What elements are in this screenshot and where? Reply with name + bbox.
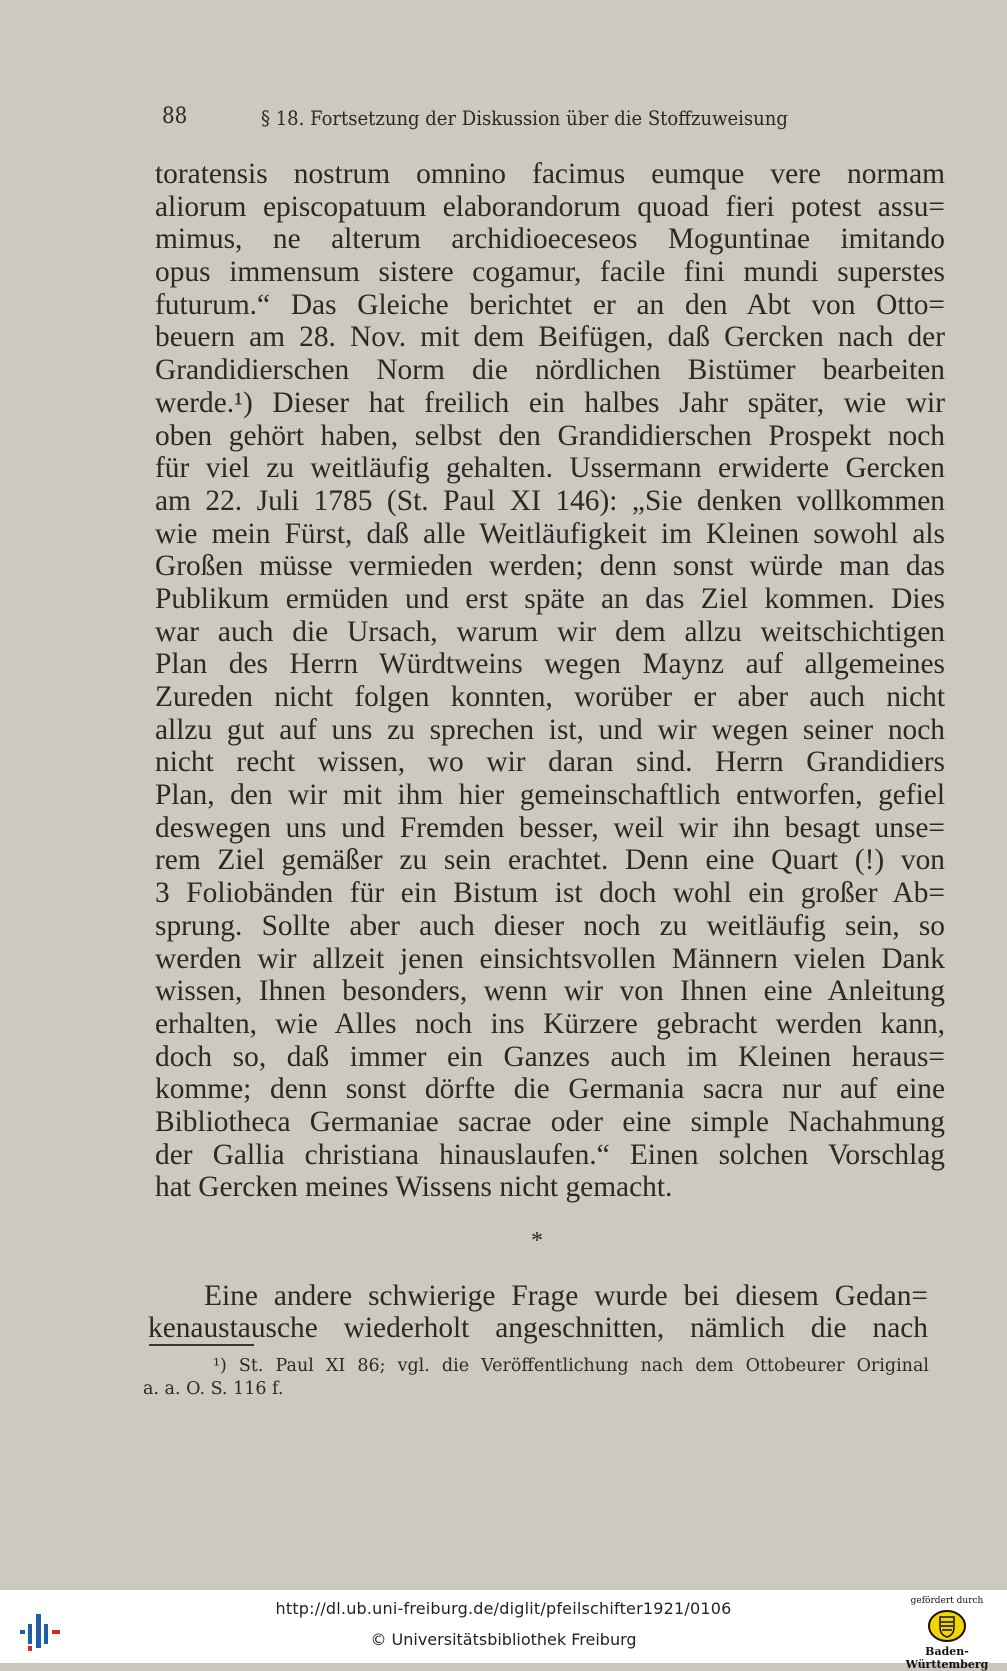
body-line: Publikum ermüden und erst späte an das Ziel kommen. Dies bbox=[155, 582, 945, 615]
body-line: am 22. Juli 1785 (St. Paul XI 146): „Sie denken vollkommen bbox=[155, 484, 945, 517]
body-line: kenaustausche wiederholt angeschnitten, nämlich die nach bbox=[148, 1312, 928, 1344]
body-line: futurum.“ Das Gleiche berichtet er an den Abt von Otto= bbox=[155, 288, 945, 321]
page-url-link[interactable]: http://dl.ub.uni-freiburg.de/diglit/pfeilschifter1921/0106 bbox=[275, 1599, 732, 1618]
body-text-continued bbox=[148, 1280, 928, 1344]
body-line: Plan des Herrn Würdtweins wegen Maynz auf allgemeines bbox=[155, 648, 945, 681]
footnote bbox=[143, 1355, 929, 1401]
body-line: Großen müsse vermieden werden; denn sonst würde man das bbox=[155, 550, 945, 583]
body-line: toratensis nostrum omnino facimus eumque vere normam bbox=[155, 158, 945, 190]
page-number: 88 bbox=[162, 104, 188, 129]
section-break: * bbox=[531, 1228, 543, 1254]
body-line: wissen, Ihnen besonders, wenn wir von Ihnen eine Anleitung bbox=[155, 975, 945, 1008]
body-line: werde.¹) Dieser hat freilich ein halbes Jahr später, wie wir bbox=[155, 386, 945, 419]
footnote-line: a. a. O. S. 116 f. bbox=[143, 1379, 284, 1399]
body-line: 3 Foliobänden für ein Bistum ist doch wohl ein großer Ab= bbox=[155, 877, 945, 910]
body-line: werden wir allzeit jenen einsichtsvollen Männern vielen Dank bbox=[155, 942, 945, 975]
page-header bbox=[162, 104, 788, 134]
body-line: für viel zu weitläufig gehalten. Ussermann erwiderte Gercken bbox=[155, 452, 945, 485]
body-line: mimus, ne alterum archidioeceseos Moguntinae imitando bbox=[155, 223, 945, 256]
sponsor-badge bbox=[892, 1592, 1002, 1671]
sponsor-bottom-text: Baden-Württemberg bbox=[905, 1645, 989, 1671]
body-line: aliorum episcopatuum elaborandorum quoad fieri potest assu= bbox=[155, 190, 945, 223]
body-line: beuern am 28. Nov. mit dem Beifügen, daß Gercken nach der bbox=[155, 321, 945, 354]
body-line: deswegen uns und Fremden besser, weil wir ihn besagt unse= bbox=[155, 811, 945, 844]
body-line: komme; denn sonst dörfte die Germania sacra nur auf eine bbox=[155, 1073, 945, 1106]
body-line: hat Gercken meines Wissens nicht gemacht. bbox=[155, 1171, 673, 1204]
body-line: rem Ziel gemäßer zu sein erachtet. Denn eine Quart (!) von bbox=[155, 844, 945, 877]
sponsor-top-text: gefördert durch bbox=[910, 1596, 984, 1606]
body-line: allzu gut auf uns zu sprechen ist, und wir wegen seiner noch bbox=[155, 713, 945, 746]
body-line: Zureden nicht folgen konnten, worüber er aber auch nicht bbox=[155, 681, 945, 713]
footnote-line: ¹) St. Paul XI 86; vgl. die Veröffentlichung nach dem Ottobeurer Original bbox=[213, 1356, 929, 1376]
body-line: opus immensum sistere cogamur, facile fini mundi superstes bbox=[155, 256, 945, 289]
body-line: erhalten, wie Alles noch ins Kürzere gebracht werden kann, bbox=[155, 1007, 945, 1040]
copyright-notice: © Universitätsbibliothek Freiburg bbox=[370, 1630, 637, 1649]
body-line: war auch die Ursach, warum wir dem allzu weitschichtigen bbox=[155, 615, 945, 648]
body-text bbox=[155, 158, 945, 1204]
body-line: doch so, daß immer ein Ganzes auch im Kleinen heraus= bbox=[155, 1040, 945, 1073]
viewer-footer bbox=[0, 1590, 1007, 1671]
body-line: Eine andere schwierige Frage wurde bei diesem Gedan= bbox=[204, 1280, 928, 1312]
body-line: Grandidierschen Norm die nördlichen Bistümer bearbeiten bbox=[155, 354, 945, 387]
body-line: der Gallia christiana hinauslaufen.“ Einen solchen Vorschlag bbox=[155, 1138, 945, 1171]
body-line: wie mein Fürst, daß alle Weitläufigkeit im Kleinen sowohl als bbox=[155, 517, 945, 550]
body-line: Plan, den wir mit ihm hier gemeinschaftlich entworfen, gefiel bbox=[155, 779, 945, 812]
body-line: oben gehört haben, selbst den Grandidierschen Prospekt noch bbox=[155, 419, 945, 452]
body-line: Bibliotheca Germaniae sacrae oder eine simple Nachahmung bbox=[155, 1105, 945, 1138]
running-title: § 18. Fortsetzung der Diskussion über die Stoffzuweisung bbox=[261, 106, 788, 130]
body-line: nicht recht wissen, wo wir daran sind. Herrn Grandidiers bbox=[155, 746, 945, 779]
footnote-rule bbox=[149, 1344, 254, 1346]
crest-icon bbox=[927, 1609, 967, 1643]
body-line: sprung. Sollte aber auch dieser noch zu weitläufig sein, so bbox=[155, 909, 945, 942]
